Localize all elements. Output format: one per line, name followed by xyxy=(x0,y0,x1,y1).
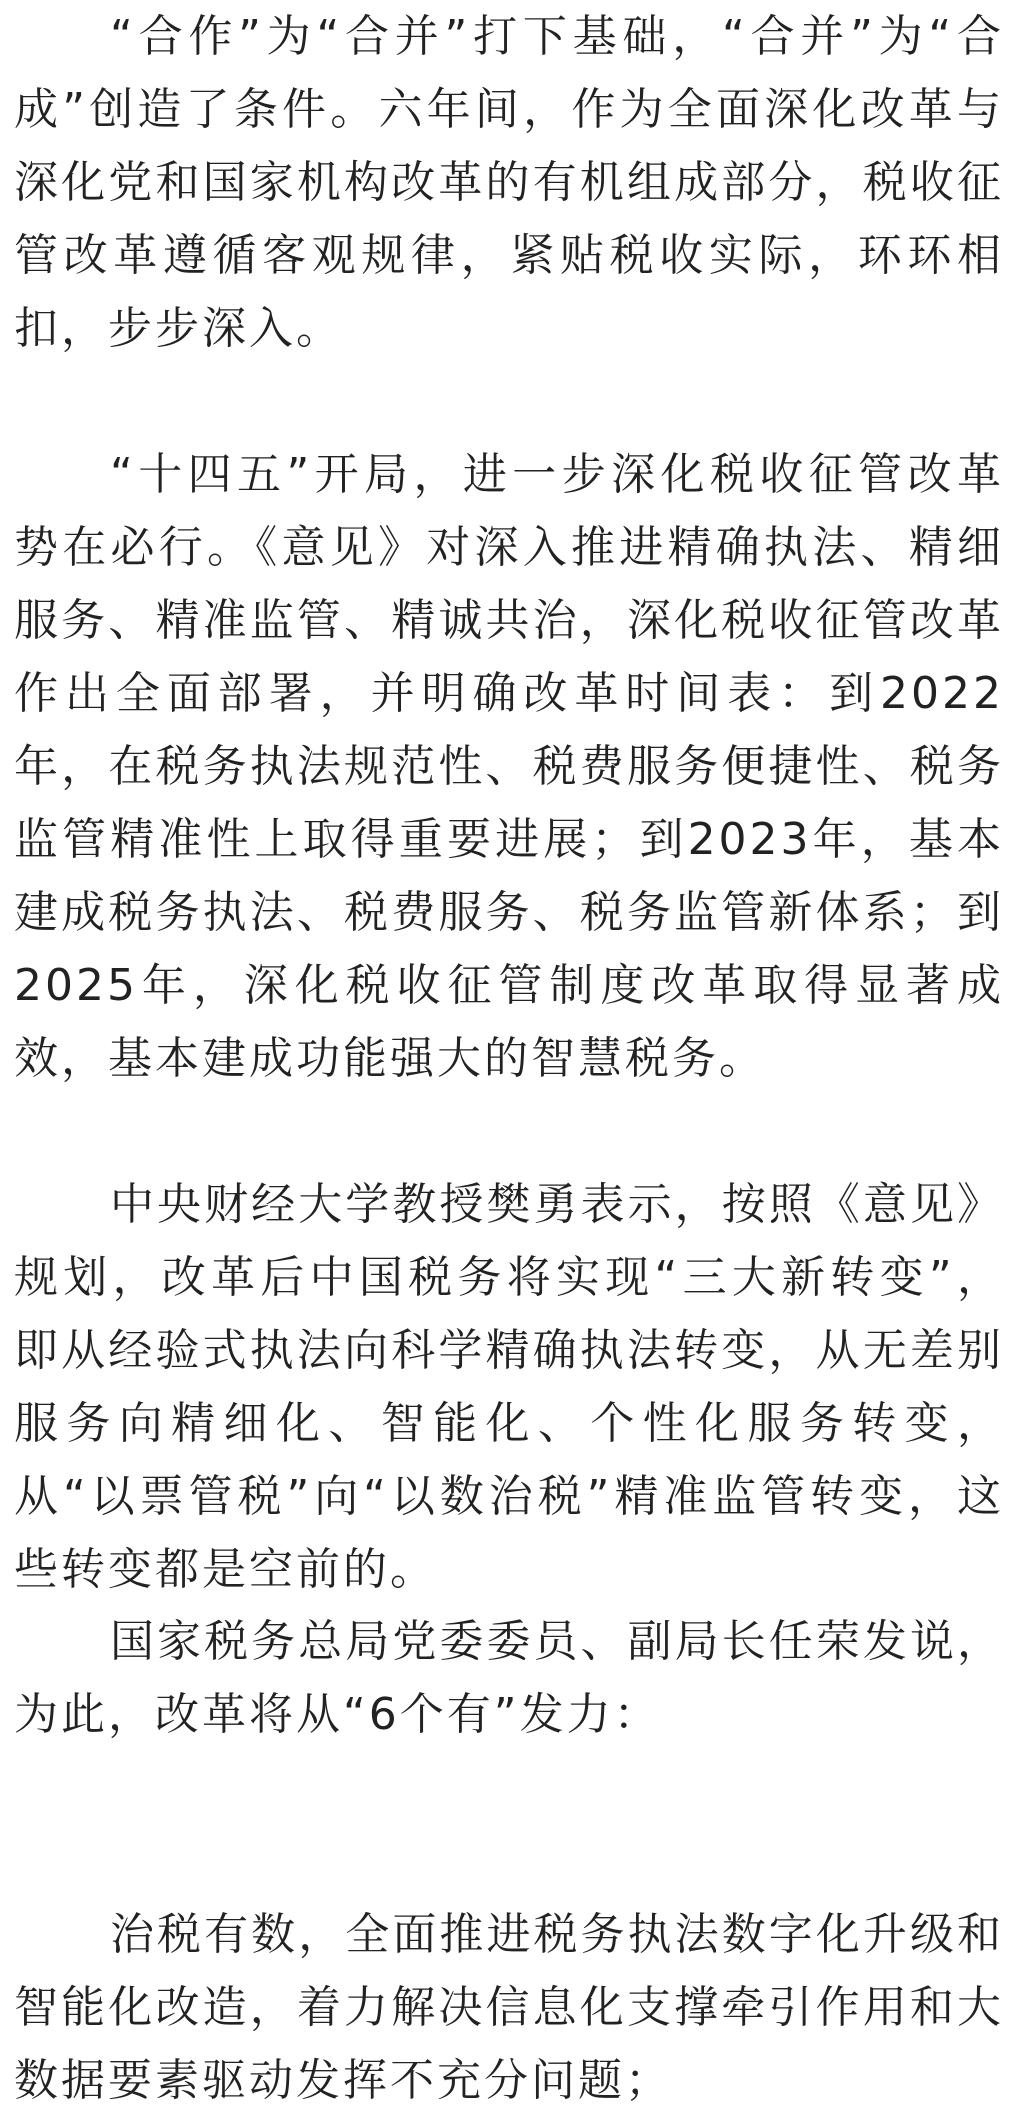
paragraph-tax-governance-data: 治税有数，全面推进税务执法数字化升级和智能化改造，着力解决信息化支撑牵引作用和大数据要素驱动发挥不充分问题； xyxy=(14,1909,1004,2106)
paragraph-three-transformations: 中央财经大学教授樊勇表示，按照《意见》规划，改革后中国税务将实现“三大新转变”，即从经验式执法向科学精确执法转变，从无差别服务向精细化、智能化、个性化服务转变，从“以票管税”向“以数治税”精准监管转变，这些转变都是空前的。 xyxy=(14,1179,1004,1595)
paragraph-six-haves-intro: 国家税务总局党委委员、副局长任荣发说，为此，改革将从“6个有”发力： xyxy=(14,1616,1004,1740)
paragraph-cooperation-merger: “合作”为“合并”打下基础，“合并”为“合成”创造了条件。六年间，作为全面深化改革与深化党和国家机构改革的有机组成部分，税收征管改革遵循客观规律，紧贴税收实际，环环相扣，步步深入。 xyxy=(14,11,1004,354)
paragraph-reform-timeline: “十四五”开局，进一步深化税收征管改革势在必行。《意见》对深入推进精确执法、精细服务、精准监管、精诚共治，深化税收征管改革作出全面部署，并明确改革时间表：到2022年，在税务执法规范性、税费服务便捷性、税务监管精准性上取得重要进展；到2023年，基本建成税务执法、税费服务、税务监管新体系；到2025年，深化税收征管制度改革取得显著成效，基本建成功能强大的智慧税务。 xyxy=(14,449,1004,1084)
